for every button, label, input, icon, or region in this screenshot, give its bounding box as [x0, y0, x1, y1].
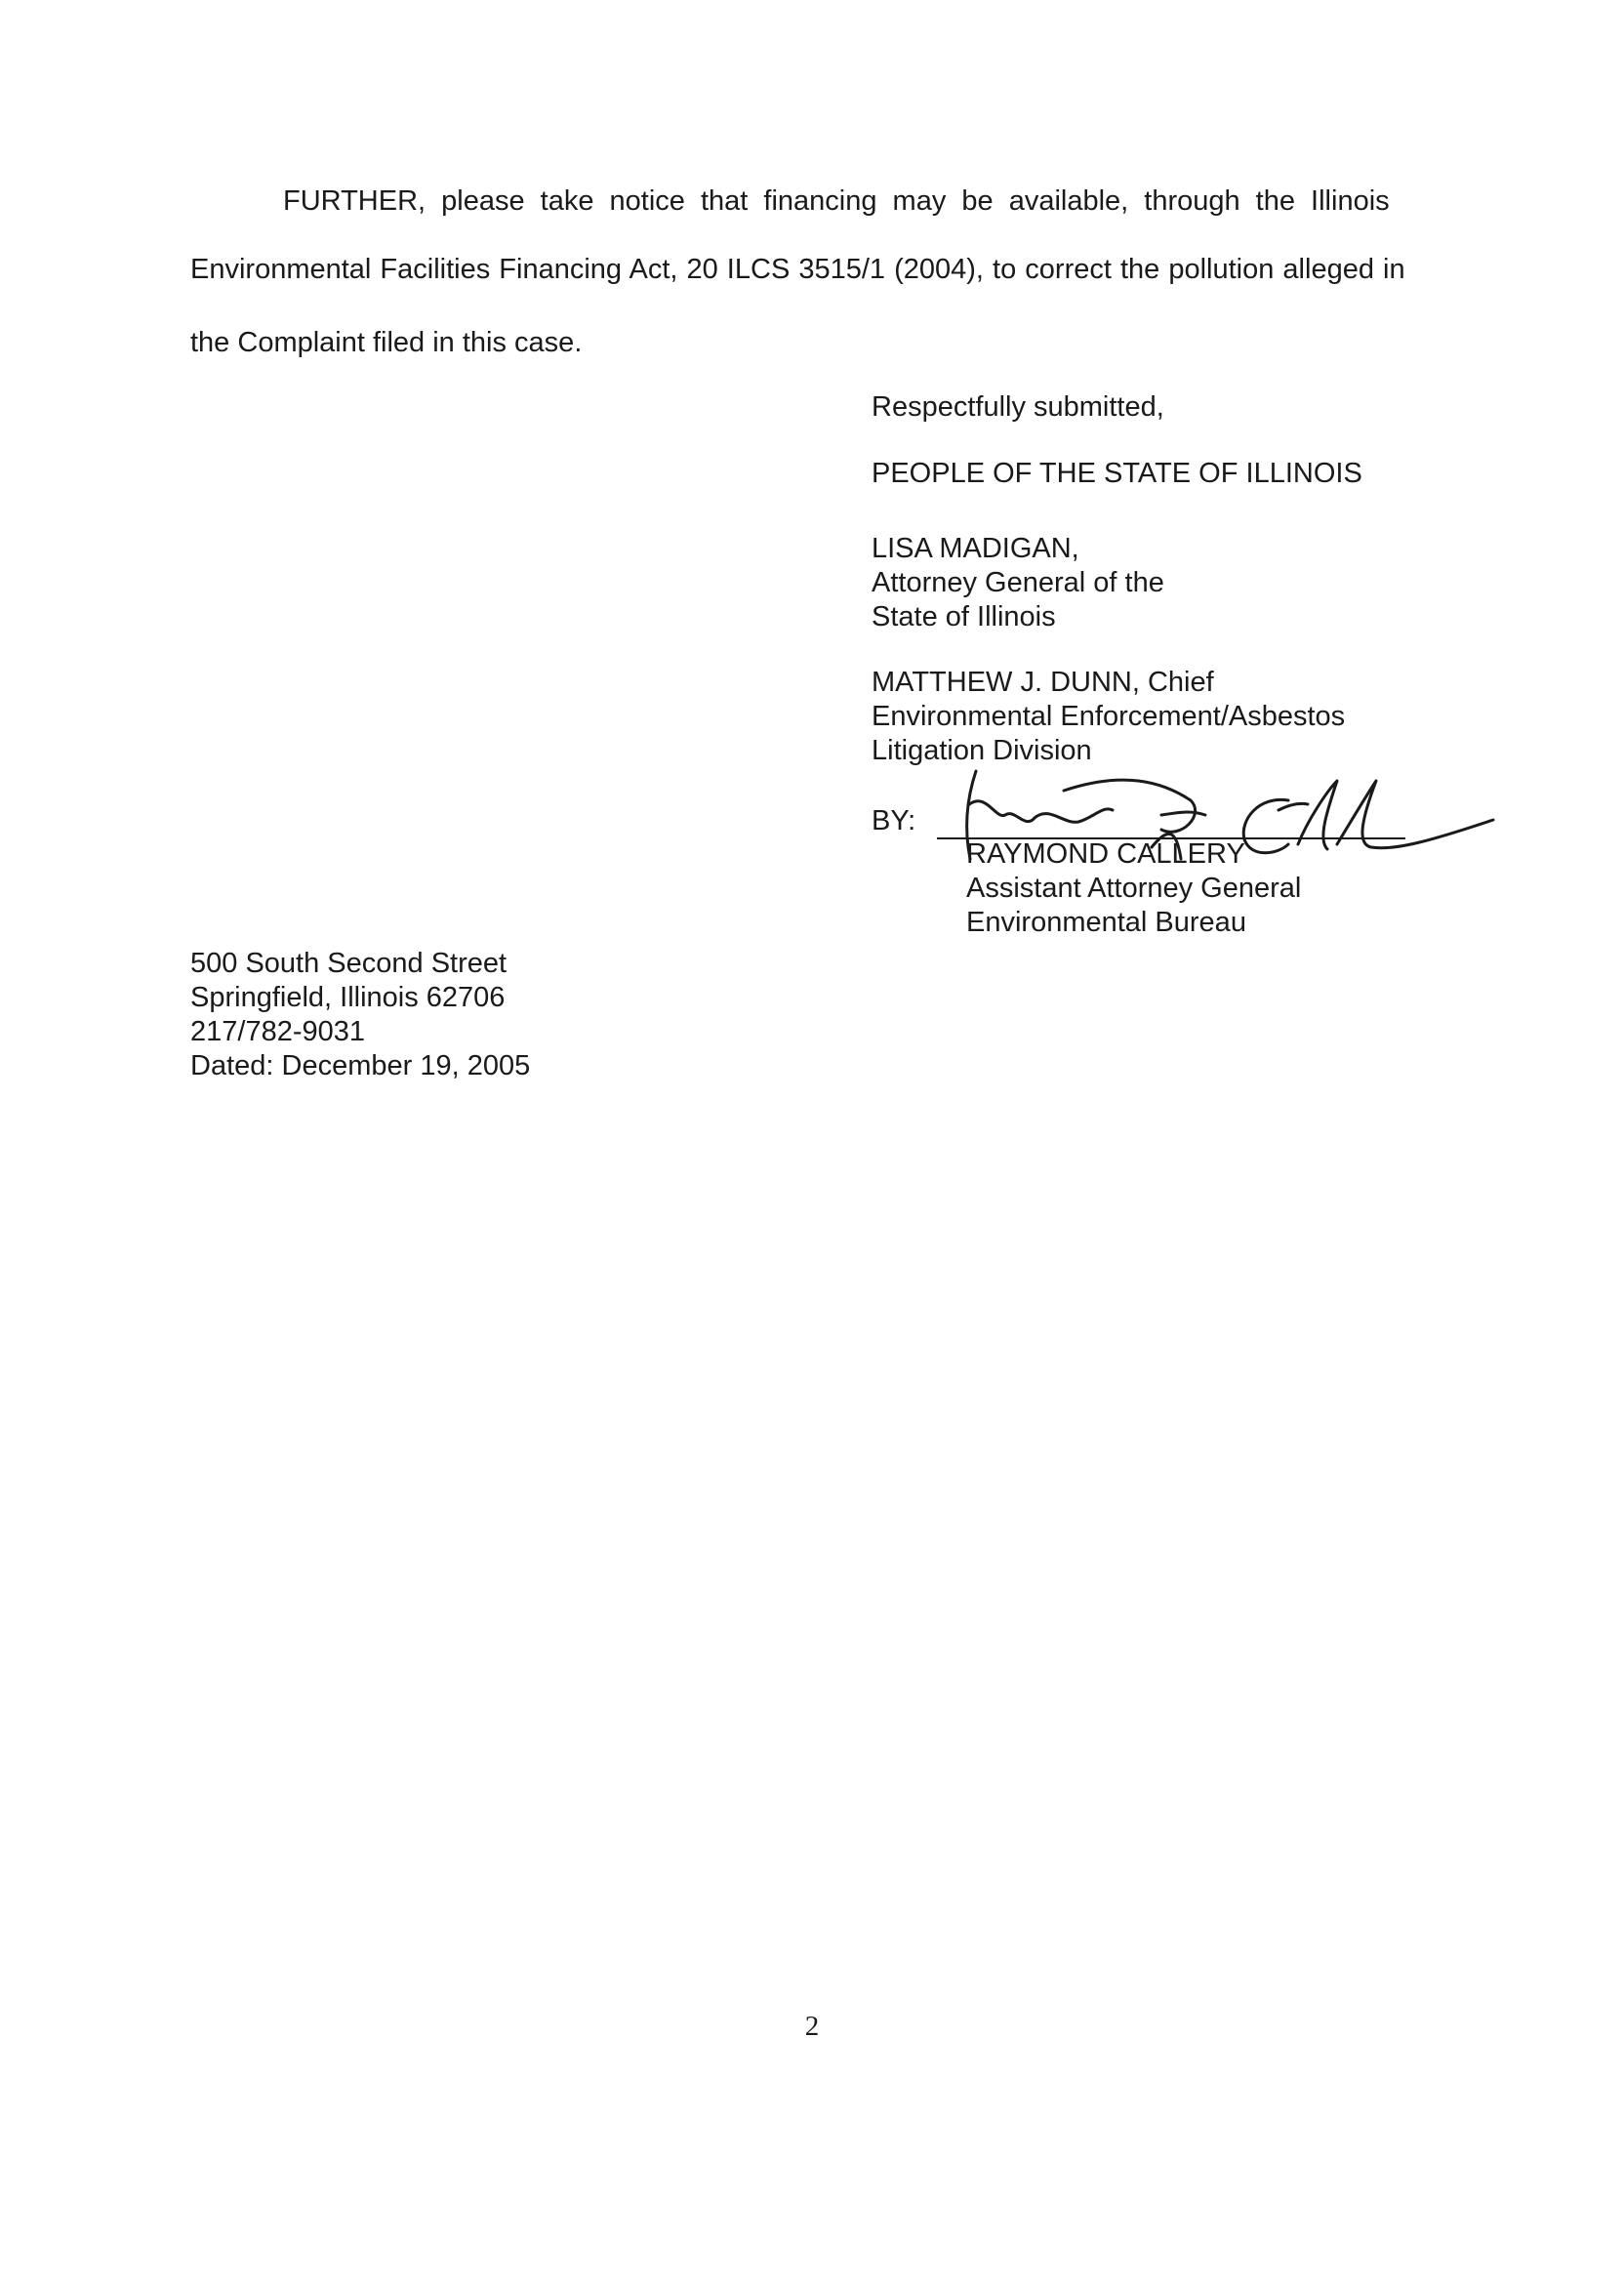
by-label: BY:: [872, 805, 916, 836]
dated-line: Dated: December 19, 2005: [190, 1050, 531, 1081]
address-block: [190, 947, 530, 1083]
body-line-3: the Complaint filed in this case.: [190, 327, 583, 358]
address-city: Springfield, Illinois 62706: [190, 982, 506, 1013]
attorney-general-block: [872, 532, 1164, 634]
page-number: 2: [804, 2011, 820, 2042]
address-phone: 217/782-9031: [190, 1016, 365, 1047]
chief-block: [872, 666, 1345, 768]
signer-block: [966, 837, 1301, 940]
chief-name: MATTHEW J. DUNN, Chief: [872, 667, 1214, 698]
closing: [872, 390, 1164, 425]
signer-name: RAYMOND CALLERY: [966, 838, 1245, 870]
ag-title-2: State of Illinois: [872, 601, 1056, 632]
party-text: PEOPLE OF THE STATE OF ILLINOIS: [872, 458, 1362, 489]
party-name: [872, 457, 1362, 491]
chief-title-1: Environmental Enforcement/Asbestos: [872, 701, 1346, 732]
closing-text: Respectfully submitted,: [872, 391, 1164, 423]
signer-title-2: Environmental Bureau: [966, 907, 1246, 938]
ag-title-1: Attorney General of the: [872, 567, 1164, 598]
signer-title-1: Assistant Attorney General: [966, 873, 1302, 904]
ag-name: LISA MADIGAN,: [872, 533, 1079, 564]
body-line-1: FURTHER, please take notice that financing may be available, through the Illinois: [283, 185, 1390, 217]
chief-title-2: Litigation Division: [872, 735, 1092, 766]
body-line-2: Environmental Facilities Financing Act, 20 ILCS 3515/1 (2004), to correct the pollution alleged in: [190, 254, 1405, 285]
address-street: 500 South Second Street: [190, 948, 508, 979]
